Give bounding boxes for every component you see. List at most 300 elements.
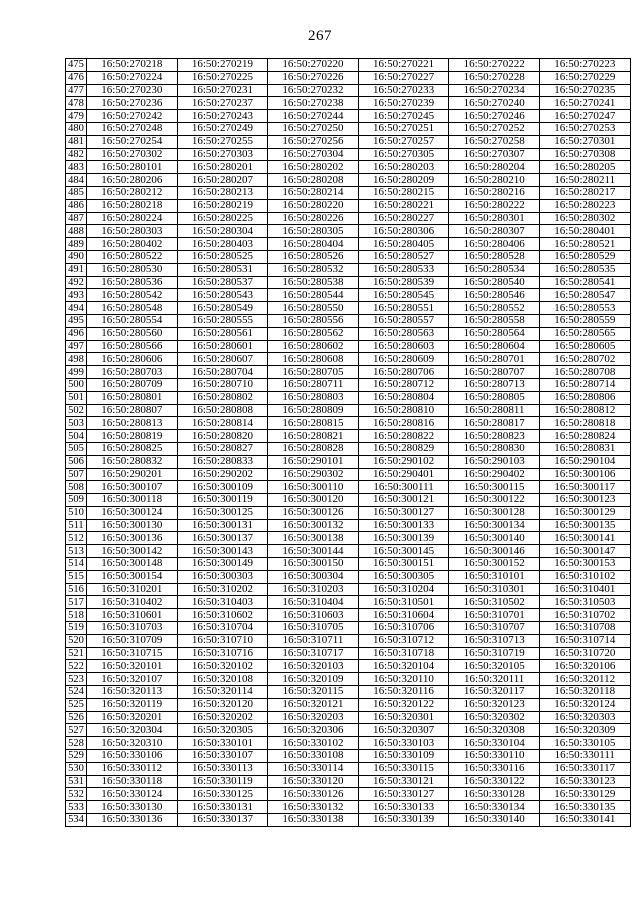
- cadastral-number-cell: 16:50:300137: [177, 532, 268, 545]
- cadastral-number-cell: 16:50:280202: [268, 161, 359, 174]
- table-row: [66, 430, 631, 443]
- cadastral-number-cell: 16:50:310601: [87, 609, 178, 622]
- cadastral-number-cell: 16:50:280713: [449, 378, 540, 391]
- cadastral-number-cell: 16:50:290104: [539, 455, 630, 468]
- cadastral-number-cell: 16:50:280608: [268, 353, 359, 366]
- table-row: [66, 378, 631, 391]
- row-number-cell: 515: [66, 570, 87, 583]
- row-number-cell: 482: [66, 148, 87, 161]
- cadastral-number-cell: 16:50:300127: [358, 506, 449, 519]
- table-row: [66, 340, 631, 353]
- row-number-cell: 512: [66, 532, 87, 545]
- cadastral-number-cell: 16:50:330111: [539, 750, 630, 763]
- cadastral-number-cell: 16:50:280223: [539, 199, 630, 212]
- cadastral-number-cell: 16:50:290201: [87, 468, 178, 481]
- row-number-cell: 489: [66, 238, 87, 251]
- cadastral-number-cell: 16:50:280828: [268, 442, 359, 455]
- cadastral-number-cell: 16:50:330128: [449, 788, 540, 801]
- cadastral-number-cell: 16:50:300124: [87, 506, 178, 519]
- cadastral-number-cell: 16:50:280817: [449, 417, 540, 430]
- cadastral-number-cell: 16:50:300106: [539, 468, 630, 481]
- cadastral-number-cell: 16:50:300141: [539, 532, 630, 545]
- cadastral-number-cell: 16:50:310704: [177, 622, 268, 635]
- cadastral-number-cell: 16:50:320108: [177, 673, 268, 686]
- cadastral-number-cell: 16:50:280526: [268, 250, 359, 263]
- cadastral-number-cell: 16:50:330117: [539, 762, 630, 775]
- row-number-cell: 534: [66, 814, 87, 827]
- cadastral-number-cell: 16:50:300134: [449, 519, 540, 532]
- cadastral-number-cell: 16:50:300120: [268, 494, 359, 507]
- row-number-cell: 479: [66, 110, 87, 123]
- table-row: [66, 97, 631, 110]
- row-number-cell: 478: [66, 97, 87, 110]
- row-number-cell: 529: [66, 750, 87, 763]
- cadastral-number-cell: 16:50:280804: [358, 391, 449, 404]
- cadastral-number-cell: 16:50:280302: [539, 212, 630, 225]
- cadastral-number-cell: 16:50:330141: [539, 814, 630, 827]
- cadastral-number-cell: 16:50:320115: [268, 686, 359, 699]
- cadastral-number-cell: 16:50:320116: [358, 686, 449, 699]
- cadastral-number-cell: 16:50:280601: [177, 340, 268, 353]
- cadastral-number-cell: 16:50:300130: [87, 519, 178, 532]
- cadastral-number-cell: 16:50:320306: [268, 724, 359, 737]
- table-body: [66, 59, 631, 827]
- cadastral-number-cell: 16:50:320123: [449, 698, 540, 711]
- cadastral-number-cell: 16:50:280306: [358, 225, 449, 238]
- cadastral-number-cell: 16:50:310503: [539, 596, 630, 609]
- cadastral-number-cell: 16:50:320113: [87, 686, 178, 699]
- cadastral-number-cell: 16:50:300119: [177, 494, 268, 507]
- cadastral-number-cell: 16:50:300117: [539, 481, 630, 494]
- cadastral-number-cell: 16:50:280529: [539, 250, 630, 263]
- cadastral-number-cell: 16:50:270258: [449, 135, 540, 148]
- table-row: [66, 609, 631, 622]
- cadastral-number-cell: 16:50:280207: [177, 174, 268, 187]
- cadastral-number-cell: 16:50:280212: [87, 186, 178, 199]
- row-number-cell: 487: [66, 212, 87, 225]
- cadastral-number-cell: 16:50:280818: [539, 417, 630, 430]
- cadastral-number-cell: 16:50:310717: [268, 647, 359, 660]
- table-row: [66, 532, 631, 545]
- cadastral-number-cell: 16:50:330112: [87, 762, 178, 775]
- cadastral-number-cell: 16:50:320104: [358, 660, 449, 673]
- table-row: [66, 686, 631, 699]
- cadastral-number-cell: 16:50:280564: [449, 327, 540, 340]
- cadastral-number-cell: 16:50:280556: [268, 314, 359, 327]
- cadastral-number-cell: 16:50:280209: [358, 174, 449, 187]
- cadastral-number-cell: 16:50:280554: [87, 314, 178, 327]
- cadastral-number-cell: 16:50:280559: [539, 314, 630, 327]
- cadastral-number-cell: 16:50:320101: [87, 660, 178, 673]
- cadastral-number-cell: 16:50:280221: [358, 199, 449, 212]
- cadastral-number-cell: 16:50:280540: [449, 276, 540, 289]
- cadastral-number-cell: 16:50:270219: [177, 59, 268, 72]
- cadastral-number-cell: 16:50:270308: [539, 148, 630, 161]
- table-row: [66, 238, 631, 251]
- cadastral-number-cell: 16:50:300154: [87, 570, 178, 583]
- cadastral-number-cell: 16:50:290401: [358, 468, 449, 481]
- cadastral-number-cell: 16:50:280801: [87, 391, 178, 404]
- cadastral-number-cell: 16:50:280829: [358, 442, 449, 455]
- cadastral-number-cell: 16:50:280213: [177, 186, 268, 199]
- row-number-cell: 488: [66, 225, 87, 238]
- cadastral-number-cell: 16:50:280216: [449, 186, 540, 199]
- cadastral-number-cell: 16:50:280563: [358, 327, 449, 340]
- cadastral-number-cell: 16:50:300107: [87, 481, 178, 494]
- cadastral-number-cell: 16:50:300122: [449, 494, 540, 507]
- cadastral-number-cell: 16:50:280714: [539, 378, 630, 391]
- table-row: [66, 788, 631, 801]
- cadastral-number-cell: 16:50:310202: [177, 583, 268, 596]
- table-row: [66, 519, 631, 532]
- cadastral-number-cell: 16:50:280533: [358, 263, 449, 276]
- row-number-cell: 476: [66, 71, 87, 84]
- cadastral-number-cell: 16:50:280811: [449, 404, 540, 417]
- cadastral-number-cell: 16:50:300153: [539, 558, 630, 571]
- cadastral-number-cell: 16:50:300131: [177, 519, 268, 532]
- cadastral-number-cell: 16:50:300132: [268, 519, 359, 532]
- cadastral-number-cell: 16:50:330116: [449, 762, 540, 775]
- cadastral-number-cell: 16:50:280402: [87, 238, 178, 251]
- cadastral-number-cell: 16:50:330139: [358, 814, 449, 827]
- cadastral-number-cell: 16:50:320203: [268, 711, 359, 724]
- cadastral-number-cell: 16:50:310502: [449, 596, 540, 609]
- cadastral-number-cell: 16:50:280807: [87, 404, 178, 417]
- cadastral-number-cell: 16:50:280810: [358, 404, 449, 417]
- cadastral-number-cell: 16:50:310706: [358, 622, 449, 635]
- table-row: [66, 468, 631, 481]
- table-row: [66, 558, 631, 571]
- cadastral-number-cell: 16:50:280215: [358, 186, 449, 199]
- cadastral-number-cell: 16:50:330125: [177, 788, 268, 801]
- table-row: [66, 148, 631, 161]
- row-number-cell: 523: [66, 673, 87, 686]
- cadastral-number-cell: 16:50:320302: [449, 711, 540, 724]
- cadastral-number-cell: 16:50:270249: [177, 122, 268, 135]
- cadastral-number-cell: 16:50:280823: [449, 430, 540, 443]
- row-number-cell: 497: [66, 340, 87, 353]
- cadastral-number-cell: 16:50:320119: [87, 698, 178, 711]
- cadastral-number-cell: 16:50:280803: [268, 391, 359, 404]
- row-number-cell: 510: [66, 506, 87, 519]
- cadastral-number-cell: 16:50:270226: [268, 71, 359, 84]
- table-row: [66, 814, 631, 827]
- cadastral-number-cell: 16:50:280535: [539, 263, 630, 276]
- cadastral-number-cell: 16:50:330121: [358, 775, 449, 788]
- row-number-cell: 486: [66, 199, 87, 212]
- table-row: [66, 417, 631, 430]
- cadastral-number-cell: 16:50:310716: [177, 647, 268, 660]
- cadastral-number-cell: 16:50:300118: [87, 494, 178, 507]
- cadastral-number-cell: 16:50:280527: [358, 250, 449, 263]
- cadastral-number-cell: 16:50:320305: [177, 724, 268, 737]
- cadastral-number-cell: 16:50:280404: [268, 238, 359, 251]
- cadastral-number-cell: 16:50:270242: [87, 110, 178, 123]
- cadastral-number-cell: 16:50:300125: [177, 506, 268, 519]
- cadastral-number-cell: 16:50:290103: [449, 455, 540, 468]
- cadastral-number-cell: 16:50:320111: [449, 673, 540, 686]
- table-row: [66, 327, 631, 340]
- cadastral-number-cell: 16:50:270247: [539, 110, 630, 123]
- cadastral-number-cell: 16:50:270223: [539, 59, 630, 72]
- row-number-cell: 496: [66, 327, 87, 340]
- cadastral-number-cell: 16:50:270231: [177, 84, 268, 97]
- cadastral-number-cell: 16:50:310714: [539, 634, 630, 647]
- table-row: [66, 110, 631, 123]
- cadastral-number-cell: 16:50:280607: [177, 353, 268, 366]
- cadastral-number-cell: 16:50:280701: [449, 353, 540, 366]
- cadastral-number-cell: 16:50:330109: [358, 750, 449, 763]
- cadastral-number-cell: 16:50:320310: [87, 737, 178, 750]
- cadastral-number-cell: 16:50:330133: [358, 801, 449, 814]
- table-row: [66, 174, 631, 187]
- cadastral-number-cell: 16:50:270250: [268, 122, 359, 135]
- cadastral-number-cell: 16:50:270236: [87, 97, 178, 110]
- cadastral-number-cell: 16:50:280703: [87, 366, 178, 379]
- cadastral-number-cell: 16:50:310702: [539, 609, 630, 622]
- cadastral-number-cell: 16:50:300139: [358, 532, 449, 545]
- cadastral-number-cell: 16:50:320307: [358, 724, 449, 737]
- cadastral-number-cell: 16:50:270229: [539, 71, 630, 84]
- cadastral-number-cell: 16:50:330134: [449, 801, 540, 814]
- table-row: [66, 404, 631, 417]
- cadastral-number-cell: 16:50:310709: [87, 634, 178, 647]
- cadastral-number-cell: 16:50:270243: [177, 110, 268, 123]
- cadastral-number-cell: 16:50:310713: [449, 634, 540, 647]
- cadastral-number-cell: 16:50:310708: [539, 622, 630, 635]
- row-number-cell: 502: [66, 404, 87, 417]
- cadastral-number-cell: 16:50:280405: [358, 238, 449, 251]
- table-row: [66, 545, 631, 558]
- table-row: [66, 289, 631, 302]
- table-row: [66, 161, 631, 174]
- cadastral-number-cell: 16:50:330103: [358, 737, 449, 750]
- cadastral-number-cell: 16:50:320120: [177, 698, 268, 711]
- cadastral-number-cell: 16:50:270221: [358, 59, 449, 72]
- table-row: [66, 711, 631, 724]
- cadastral-number-cell: 16:50:280555: [177, 314, 268, 327]
- cadastral-number-cell: 16:50:280226: [268, 212, 359, 225]
- cadastral-number-cell: 16:50:280303: [87, 225, 178, 238]
- row-number-cell: 517: [66, 596, 87, 609]
- table-row: [66, 724, 631, 737]
- cadastral-number-cell: 16:50:280802: [177, 391, 268, 404]
- cadastral-number-cell: 16:50:280550: [268, 302, 359, 315]
- cadastral-number-cell: 16:50:300152: [449, 558, 540, 571]
- cadastral-number-cell: 16:50:330140: [449, 814, 540, 827]
- cadastral-number-cell: 16:50:330126: [268, 788, 359, 801]
- cadastral-number-cell: 16:50:280809: [268, 404, 359, 417]
- cadastral-number-cell: 16:50:310404: [268, 596, 359, 609]
- cadastral-number-cell: 16:50:270224: [87, 71, 178, 84]
- cadastral-number-cell: 16:50:280528: [449, 250, 540, 263]
- cadastral-number-cell: 16:50:330132: [268, 801, 359, 814]
- cadastral-number-cell: 16:50:280545: [358, 289, 449, 302]
- table-row: [66, 276, 631, 289]
- cadastral-number-cell: 16:50:330123: [539, 775, 630, 788]
- cadastral-number-cell: 16:50:270228: [449, 71, 540, 84]
- cadastral-number-cell: 16:50:320105: [449, 660, 540, 673]
- row-number-cell: 485: [66, 186, 87, 199]
- table-row: [66, 442, 631, 455]
- row-number-cell: 483: [66, 161, 87, 174]
- cadastral-number-cell: 16:50:280562: [268, 327, 359, 340]
- cadastral-number-cell: 16:50:280816: [358, 417, 449, 430]
- cadastral-number-cell: 16:50:280709: [87, 378, 178, 391]
- cadastral-number-cell: 16:50:280831: [539, 442, 630, 455]
- cadastral-number-cell: 16:50:270237: [177, 97, 268, 110]
- row-number-cell: 506: [66, 455, 87, 468]
- table-row: [66, 801, 631, 814]
- cadastral-number-cell: 16:50:330137: [177, 814, 268, 827]
- table-row: [66, 455, 631, 468]
- cadastral-number-cell: 16:50:300150: [268, 558, 359, 571]
- cadastral-number-cell: 16:50:280712: [358, 378, 449, 391]
- row-number-cell: 501: [66, 391, 87, 404]
- row-number-cell: 508: [66, 481, 87, 494]
- cadastral-number-cell: 16:50:280227: [358, 212, 449, 225]
- cadastral-number-cell: 16:50:330118: [87, 775, 178, 788]
- row-number-cell: 516: [66, 583, 87, 596]
- cadastral-number-cell: 16:50:310204: [358, 583, 449, 596]
- row-number-cell: 519: [66, 622, 87, 635]
- row-number-cell: 503: [66, 417, 87, 430]
- cadastral-number-cell: 16:50:280225: [177, 212, 268, 225]
- cadastral-number-cell: 16:50:310101: [449, 570, 540, 583]
- cadastral-number-cell: 16:50:280710: [177, 378, 268, 391]
- cadastral-number-cell: 16:50:330113: [177, 762, 268, 775]
- table-row: [66, 122, 631, 135]
- row-number-cell: 499: [66, 366, 87, 379]
- cadastral-number-cell: 16:50:320110: [358, 673, 449, 686]
- cadastral-number-cell: 16:50:280204: [449, 161, 540, 174]
- cadastral-number-cell: 16:50:300136: [87, 532, 178, 545]
- cadastral-number-cell: 16:50:280546: [449, 289, 540, 302]
- cadastral-number-cell: 16:50:280566: [87, 340, 178, 353]
- row-number-cell: 513: [66, 545, 87, 558]
- table-row: [66, 186, 631, 199]
- cadastral-number-cell: 16:50:270241: [539, 97, 630, 110]
- row-number-cell: 525: [66, 698, 87, 711]
- cadastral-number-cell: 16:50:270245: [358, 110, 449, 123]
- row-number-cell: 509: [66, 494, 87, 507]
- cadastral-number-cell: 16:50:300140: [449, 532, 540, 545]
- cadastral-number-cell: 16:50:330115: [358, 762, 449, 775]
- cadastral-number-cell: 16:50:330107: [177, 750, 268, 763]
- cadastral-number-cell: 16:50:270227: [358, 71, 449, 84]
- cadastral-number-cell: 16:50:280821: [268, 430, 359, 443]
- cadastral-number-cell: 16:50:320124: [539, 698, 630, 711]
- table-row: [66, 314, 631, 327]
- cadastral-number-cell: 16:50:300135: [539, 519, 630, 532]
- table-row: [66, 366, 631, 379]
- cadastral-number-cell: 16:50:310604: [358, 609, 449, 622]
- row-number-cell: 533: [66, 801, 87, 814]
- cadastral-number-table: [65, 58, 631, 827]
- cadastral-number-cell: 16:50:280553: [539, 302, 630, 315]
- cadastral-number-cell: 16:50:280812: [539, 404, 630, 417]
- cadastral-number-cell: 16:50:300303: [177, 570, 268, 583]
- cadastral-number-cell: 16:50:320308: [449, 724, 540, 737]
- cadastral-number-cell: 16:50:330110: [449, 750, 540, 763]
- cadastral-number-cell: 16:50:270301: [539, 135, 630, 148]
- table-row: [66, 481, 631, 494]
- cadastral-number-cell: 16:50:300145: [358, 545, 449, 558]
- table-row: [66, 583, 631, 596]
- cadastral-number-cell: 16:50:310603: [268, 609, 359, 622]
- cadastral-number-cell: 16:50:320112: [539, 673, 630, 686]
- cadastral-number-cell: 16:50:300133: [358, 519, 449, 532]
- cadastral-number-cell: 16:50:320303: [539, 711, 630, 724]
- cadastral-number-cell: 16:50:280203: [358, 161, 449, 174]
- cadastral-number-cell: 16:50:270222: [449, 59, 540, 72]
- cadastral-number-cell: 16:50:270302: [87, 148, 178, 161]
- cadastral-number-cell: 16:50:330106: [87, 750, 178, 763]
- cadastral-number-cell: 16:50:300126: [268, 506, 359, 519]
- cadastral-number-cell: 16:50:300148: [87, 558, 178, 571]
- cadastral-number-cell: 16:50:280205: [539, 161, 630, 174]
- cadastral-number-cell: 16:50:280606: [87, 353, 178, 366]
- cadastral-number-cell: 16:50:300138: [268, 532, 359, 545]
- cadastral-number-cell: 16:50:280549: [177, 302, 268, 315]
- cadastral-number-cell: 16:50:280705: [268, 366, 359, 379]
- cadastral-number-cell: 16:50:270244: [268, 110, 359, 123]
- cadastral-number-cell: 16:50:280201: [177, 161, 268, 174]
- cadastral-number-cell: 16:50:280401: [539, 225, 630, 238]
- cadastral-number-cell: 16:50:280602: [268, 340, 359, 353]
- cadastral-number-cell: 16:50:300305: [358, 570, 449, 583]
- cadastral-number-cell: 16:50:280832: [87, 455, 178, 468]
- cadastral-number-cell: 16:50:320202: [177, 711, 268, 724]
- table-row: [66, 506, 631, 519]
- cadastral-number-cell: 16:50:320102: [177, 660, 268, 673]
- cadastral-number-cell: 16:50:300123: [539, 494, 630, 507]
- cadastral-number-cell: 16:50:290402: [449, 468, 540, 481]
- cadastral-number-cell: 16:50:280557: [358, 314, 449, 327]
- cadastral-number-cell: 16:50:280210: [449, 174, 540, 187]
- cadastral-number-cell: 16:50:320122: [358, 698, 449, 711]
- table-row: [66, 775, 631, 788]
- cadastral-number-cell: 16:50:330135: [539, 801, 630, 814]
- cadastral-number-cell: 16:50:280543: [177, 289, 268, 302]
- cadastral-number-cell: 16:50:310715: [87, 647, 178, 660]
- cadastral-number-cell: 16:50:280548: [87, 302, 178, 315]
- cadastral-number-cell: 16:50:270255: [177, 135, 268, 148]
- table-row: [66, 84, 631, 97]
- cadastral-number-cell: 16:50:280522: [87, 250, 178, 263]
- table-row: [66, 391, 631, 404]
- cadastral-number-cell: 16:50:280707: [449, 366, 540, 379]
- row-number-cell: 530: [66, 762, 87, 775]
- cadastral-number-cell: 16:50:280214: [268, 186, 359, 199]
- cadastral-number-cell: 16:50:310403: [177, 596, 268, 609]
- cadastral-number-cell: 16:50:310401: [539, 583, 630, 596]
- cadastral-number-cell: 16:50:280833: [177, 455, 268, 468]
- cadastral-number-cell: 16:50:330136: [87, 814, 178, 827]
- cadastral-number-cell: 16:50:280604: [449, 340, 540, 353]
- cadastral-number-cell: 16:50:330127: [358, 788, 449, 801]
- row-number-cell: 504: [66, 430, 87, 443]
- cadastral-number-cell: 16:50:310720: [539, 647, 630, 660]
- cadastral-number-cell: 16:50:330130: [87, 801, 178, 814]
- table-row: [66, 570, 631, 583]
- cadastral-number-cell: 16:50:280819: [87, 430, 178, 443]
- cadastral-number-cell: 16:50:280403: [177, 238, 268, 251]
- cadastral-number-cell: 16:50:280813: [87, 417, 178, 430]
- row-number-cell: 484: [66, 174, 87, 187]
- cadastral-number-cell: 16:50:280542: [87, 289, 178, 302]
- table-row: [66, 212, 631, 225]
